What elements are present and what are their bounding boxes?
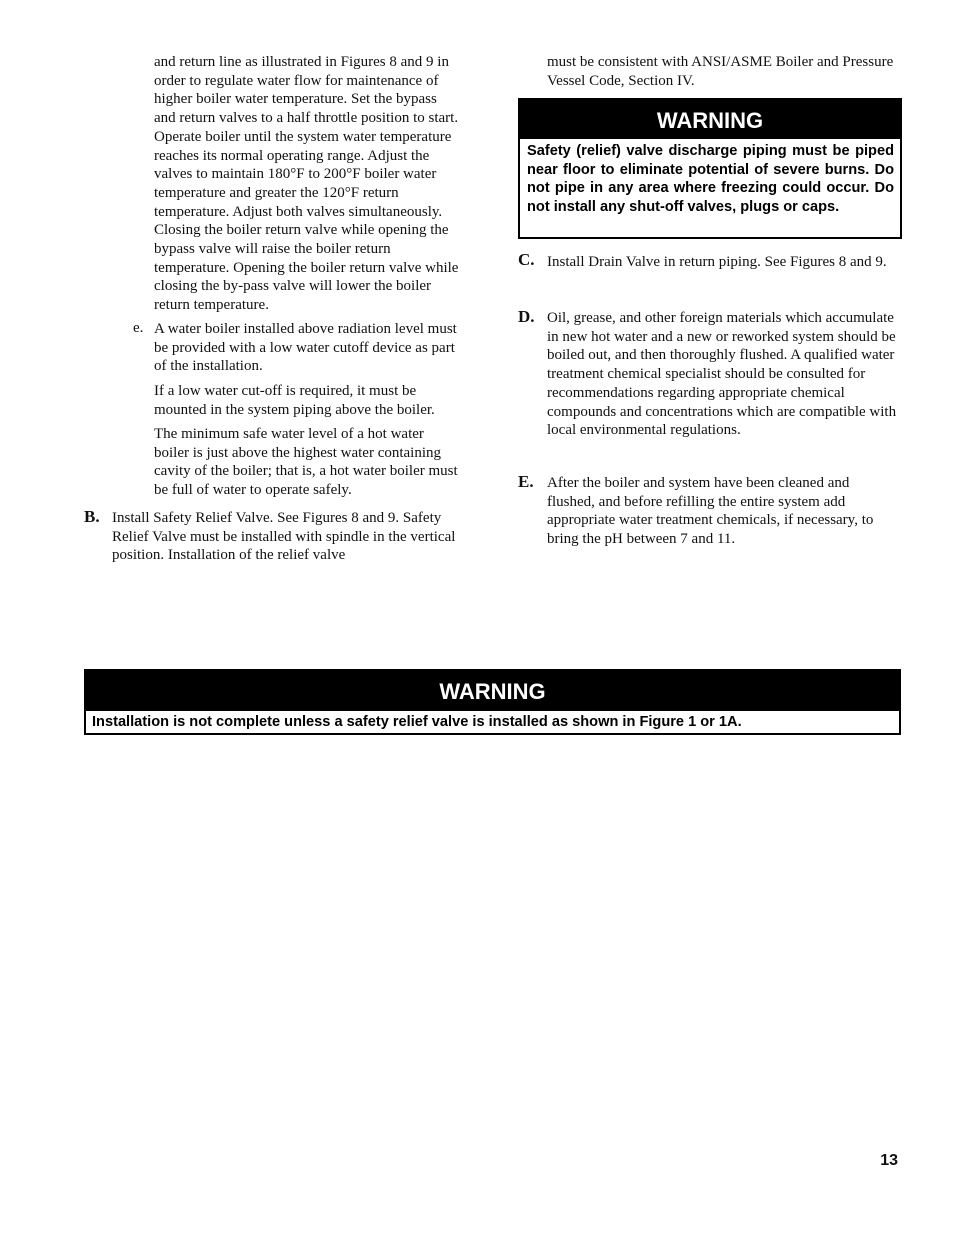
section-b-letter: B. [84, 507, 100, 526]
section-d-paragraph: Oil, grease, and other foreign materials which accumulate in new hot water and a new or reworked system should be boiled out, and then thoroughly flushed. A qualified water treatment chemical specialist should be consulted for recommendations regarding appropriate chemical compounds and concentrations which are compatible with local environmental regulations. [547, 310, 897, 439]
warning-title: WARNING [86, 671, 899, 711]
section-b-paragraph: Install Safety Relief Valve. See Figures 8 and 9. Safety Relief Valve must be installed with spindle in the vertical position. Installation of the relief valve [112, 510, 456, 564]
section-e-letter: E. [518, 472, 534, 491]
low-water-cutoff-paragraph: If a low water cut-off is required, it must be mounted in the system piping above the boiler. [154, 383, 435, 418]
section-c-letter: C. [518, 250, 535, 269]
list-marker-e: e. [133, 320, 144, 336]
warning-body: Installation is not complete unless a safety relief valve is installed as shown in Figure 1 or 1A. [92, 714, 742, 730]
section-d-letter: D. [518, 307, 535, 326]
warning-title: WARNING [520, 100, 900, 139]
minimum-water-level-paragraph: The minimum safe water level of a hot water boiler is just above the highest water containing cavity of the boiler; that is, a hot water boiler must be full of water to operate safely. [154, 426, 458, 499]
item-e-paragraph: A water boiler installed above radiation level must be provided with a low water cutoff device as part of the installation. [154, 321, 457, 375]
section-e-paragraph: After the boiler and system have been cleaned and flushed, and before refilling the entire system add appropriate water treatment chemicals, if necessary, to bring the pH between 7 and 11. [547, 475, 874, 548]
warning-body: Safety (relief) valve discharge piping must be piped near floor to eliminate potential of severe burns. Do not pipe in any area where freezing could occur. Do not install any shut-off valves, plugs or caps. [527, 143, 894, 215]
relief-valve-warning-box [518, 98, 902, 239]
page-number: 13 [880, 1152, 898, 1169]
left-continuation-paragraph: and return line as illustrated in Figures 8 and 9 in order to regulate water flow for maintenance of higher boiler water temperature. Set the bypass and return valves to a half throttle position to start. Operate boiler until the system water temperature reaches its normal operating range. Adjust the valves to maintain 180°F to 200°F boiler water temperature and greater the 120°F return temperature. Adjust both valves simultaneously. Closing the boiler return valve while opening the bypass valve will raise the boiler return temperature. Opening the boiler return valve while closing the by-pass valve will lower the boiler return temperature. [154, 54, 459, 314]
right-continuation-paragraph: must be consistent with ANSI/ASME Boiler and Pressure Vessel Code, Section IV. [547, 54, 894, 89]
installation-warning-box [84, 669, 901, 735]
section-c-paragraph: Install Drain Valve in return piping. See Figures 8 and 9. [547, 254, 887, 270]
